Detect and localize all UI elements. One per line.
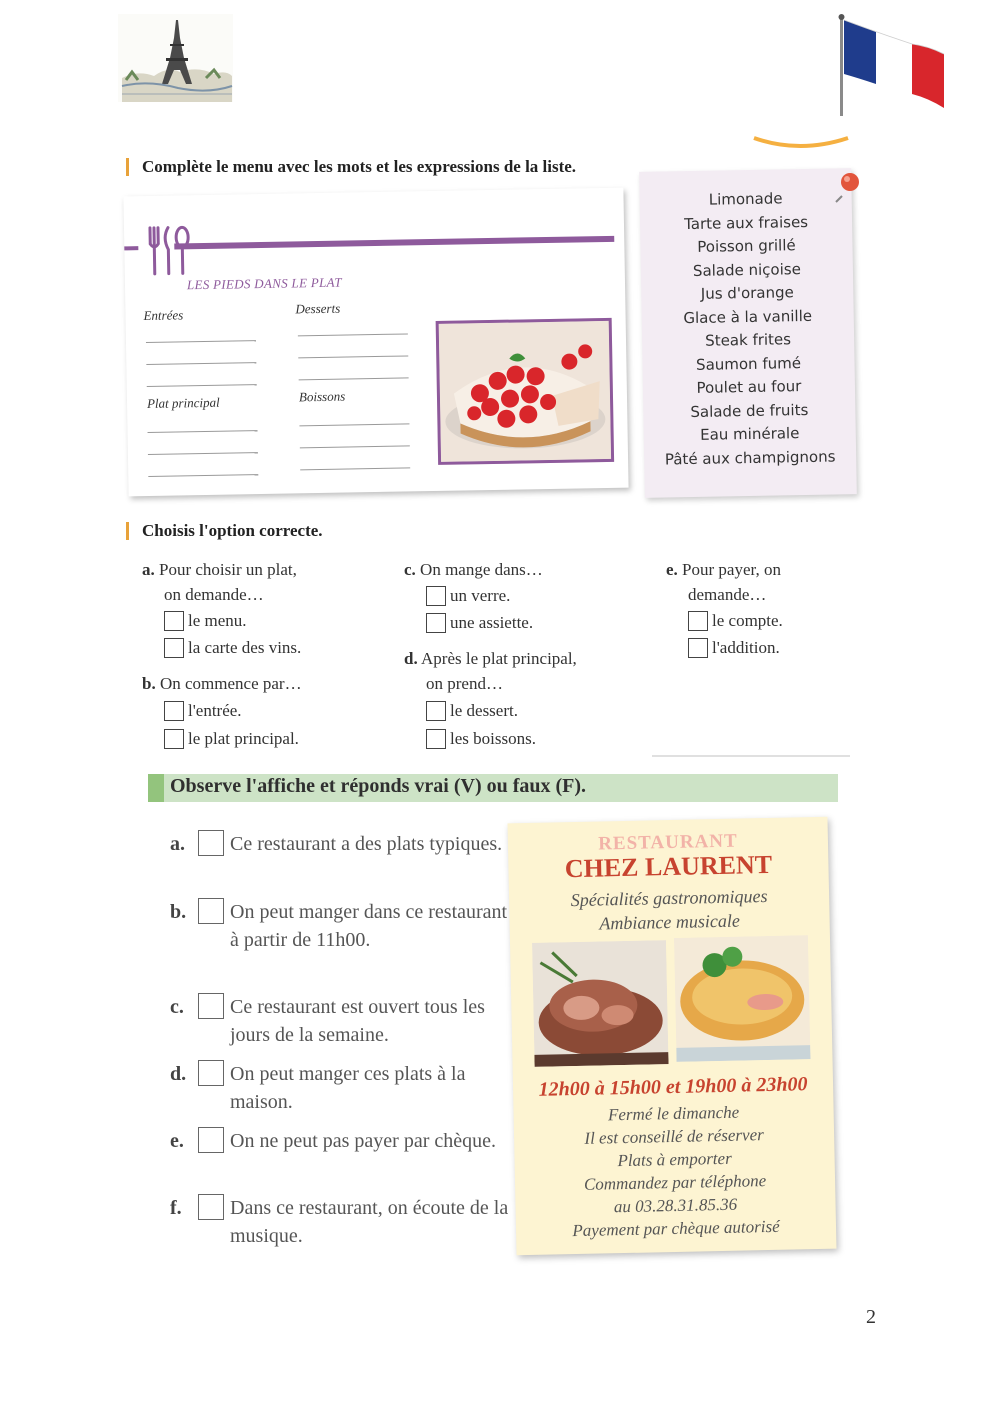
page-number: 2 xyxy=(866,1306,876,1328)
question-letter: e. xyxy=(666,560,678,579)
menu-divider-left xyxy=(124,246,138,250)
option-b-2[interactable] xyxy=(164,727,299,751)
menu-blank-line xyxy=(298,333,408,336)
word-list-item: Eau minérale xyxy=(700,424,800,444)
option-a-1[interactable] xyxy=(164,609,247,633)
question-d xyxy=(404,646,577,671)
exercise3-header-accent xyxy=(148,774,164,802)
option-label: la carte des vins. xyxy=(188,638,302,657)
french-flag-illustration xyxy=(836,14,948,116)
checkbox[interactable] xyxy=(164,638,184,658)
poster-tagline: Spécialités gastronomiques xyxy=(570,885,768,911)
item-letter: b. xyxy=(170,901,187,923)
question-c xyxy=(404,557,543,582)
checkbox[interactable] xyxy=(164,611,184,631)
menu-category-plat-principal: Plat principal xyxy=(146,394,220,412)
poster-info-line: Fermé le dimanche xyxy=(607,1102,740,1125)
checkbox[interactable] xyxy=(426,613,446,633)
menu-blank-line xyxy=(148,452,258,455)
menu-category-desserts: Desserts xyxy=(295,300,341,317)
menu-blank-line xyxy=(298,355,408,358)
menu-blank-line xyxy=(146,362,256,365)
poster-info-line: Il est conseillé de réserver xyxy=(584,1125,764,1148)
exercise3-instruction: Observe l'affiche et réponds vrai (V) ou faux (F). xyxy=(170,775,587,797)
word-list-item: Steak frites xyxy=(705,330,792,350)
option-e-2[interactable] xyxy=(688,636,780,660)
checkbox[interactable] xyxy=(426,729,446,749)
poster-info-line: Commandez par téléphone xyxy=(583,1171,767,1194)
menu-blank-line xyxy=(299,423,409,426)
word-list-item: Poisson grillé xyxy=(697,236,796,256)
true-false-item-d xyxy=(170,1060,510,1120)
word-list-note xyxy=(639,168,857,498)
item-text: Ce restaurant a des plats typiques. xyxy=(230,833,503,855)
item-letter: c. xyxy=(170,996,184,1018)
question-text-cont: on prend… xyxy=(426,674,503,693)
checkbox[interactable] xyxy=(688,638,708,658)
exercise2-instruction: Choisis l'option correcte. xyxy=(142,521,323,540)
item-text: On ne peut pas payer par chèque. xyxy=(230,1130,496,1152)
true-false-item-a xyxy=(170,830,510,890)
poster-tagline: Ambiance musicale xyxy=(599,910,741,934)
checkbox[interactable] xyxy=(426,701,446,721)
item-text: Ce restaurant est ouvert tous les jours de la semaine. xyxy=(230,996,485,1046)
eiffel-tower-illustration xyxy=(118,14,233,102)
push-pin-icon xyxy=(832,170,866,204)
option-c-1[interactable] xyxy=(426,584,510,608)
true-false-item-f xyxy=(170,1194,510,1254)
menu-category-boissons: Boissons xyxy=(298,388,346,405)
word-list-item: Salade niçoise xyxy=(692,259,801,280)
question-letter: b. xyxy=(142,674,156,693)
option-label: le compte. xyxy=(712,611,783,630)
option-a-2[interactable] xyxy=(164,636,301,660)
option-label: l'entrée. xyxy=(188,701,242,720)
question-e xyxy=(666,557,781,582)
option-label: les boissons. xyxy=(450,729,536,748)
option-label: le dessert. xyxy=(450,701,518,720)
question-letter: d. xyxy=(404,649,418,668)
checkbox[interactable] xyxy=(164,701,184,721)
menu-blank-line xyxy=(146,340,256,343)
answer-box[interactable] xyxy=(198,898,224,924)
menu-divider xyxy=(174,236,614,250)
word-list-item: Tarte aux fraises xyxy=(683,212,809,233)
question-text: On mange dans… xyxy=(420,560,543,579)
word-list-item: Pâté aux champignons xyxy=(664,446,836,468)
menu-blank-line xyxy=(147,384,257,387)
word-list-item: Limonade xyxy=(708,189,783,209)
option-d-2[interactable] xyxy=(426,727,536,751)
answer-box[interactable] xyxy=(198,830,224,856)
option-label: une assiette. xyxy=(450,613,534,632)
question-text-cont: demande… xyxy=(688,585,767,604)
word-list-item: Salade de fruits xyxy=(690,400,809,421)
word-list-item: Saumon fumé xyxy=(695,353,802,374)
question-a xyxy=(142,557,297,582)
question-text: On commence par… xyxy=(159,674,302,693)
exercise1-instruction: Complète le menu avec les mots et les expressions de la liste. xyxy=(142,157,577,176)
cutlery-icon xyxy=(142,223,195,278)
item-letter: d. xyxy=(170,1063,187,1085)
word-list-item: Jus d'orange xyxy=(700,283,794,303)
item-letter: f. xyxy=(170,1197,182,1219)
item-text: On peut manger ces plats à la maison. xyxy=(230,1063,466,1113)
option-b-1[interactable] xyxy=(164,699,242,723)
divider xyxy=(652,755,850,757)
word-list-item: Poulet au four xyxy=(696,377,802,397)
question-text: Après le plat principal, xyxy=(421,649,577,668)
menu-category-entrees: Entrées xyxy=(143,307,184,324)
poster-info-line: Plats à emporter xyxy=(617,1148,732,1171)
checkbox[interactable] xyxy=(688,611,708,631)
option-label: un verre. xyxy=(450,586,511,605)
option-c-2[interactable] xyxy=(426,611,533,635)
menu-blank-line xyxy=(300,467,410,470)
option-d-1[interactable] xyxy=(426,699,518,723)
checkbox[interactable] xyxy=(164,729,184,749)
answer-box[interactable] xyxy=(198,1060,224,1086)
option-label: le plat principal. xyxy=(188,729,299,748)
item-text: On peut manger dans ce restaurant à partir de 11h00. xyxy=(230,901,508,951)
option-label: le menu. xyxy=(188,611,247,630)
true-false-item-b xyxy=(170,898,510,984)
checkbox[interactable] xyxy=(426,586,446,606)
omelette-photo xyxy=(674,935,811,1062)
menu-card xyxy=(123,188,628,497)
section-marker xyxy=(126,158,129,176)
poster-phone: au 03.28.31.85.36 xyxy=(613,1194,738,1217)
strawberry-tart-photo xyxy=(436,318,614,465)
question-text-cont: on demande… xyxy=(164,585,264,604)
poster-opening-hours: 12h00 à 15h00 et 19h00 à 23h00 xyxy=(538,1073,808,1101)
true-false-item-e xyxy=(170,1127,510,1187)
menu-blank-line xyxy=(148,430,258,433)
item-letter: e. xyxy=(170,1130,184,1152)
decorative-orange-arc xyxy=(740,120,860,150)
question-letter: c. xyxy=(404,560,416,579)
poster-label: RESTAURANT xyxy=(597,830,738,855)
menu-blank-line xyxy=(299,377,409,380)
word-list xyxy=(639,186,856,472)
menu-blank-line xyxy=(300,445,410,448)
true-false-item-c xyxy=(170,993,510,1053)
menu-restaurant-name: LES PIEDS DANS LE PLAT xyxy=(186,274,342,293)
question-text: Pour payer, on xyxy=(682,560,781,579)
question-b xyxy=(142,671,302,696)
restaurant-poster xyxy=(508,817,837,1256)
answer-box[interactable] xyxy=(198,1194,224,1220)
answer-box[interactable] xyxy=(198,1127,224,1153)
section-marker xyxy=(126,522,129,540)
poster-restaurant-name: CHEZ LAURENT xyxy=(564,849,773,884)
option-label: l'addition. xyxy=(712,638,780,657)
roast-meat-photo xyxy=(532,940,669,1067)
item-letter: a. xyxy=(170,833,185,855)
menu-blank-line xyxy=(148,474,258,477)
option-e-1[interactable] xyxy=(688,609,783,633)
item-text: Dans ce restaurant, on écoute de la musique. xyxy=(230,1197,509,1247)
answer-box[interactable] xyxy=(198,993,224,1019)
poster-info-line: Payement par chèque autorisé xyxy=(572,1216,780,1241)
question-text: Pour choisir un plat, xyxy=(159,560,297,579)
word-list-item: Glace à la vanille xyxy=(683,306,813,327)
question-letter: a. xyxy=(142,560,155,579)
